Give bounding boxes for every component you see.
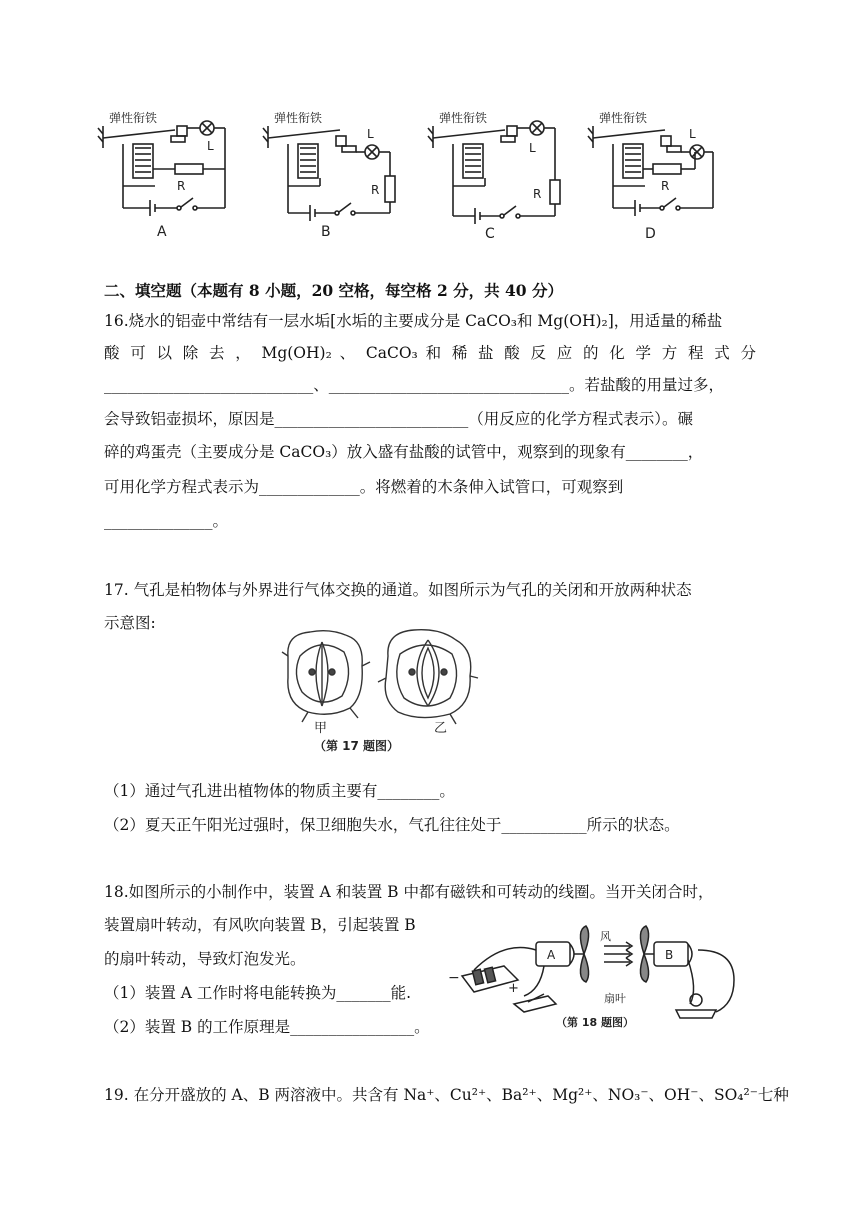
fan-caption: （第 18 题图）: [556, 1016, 634, 1029]
q16-line-6: 可用化学方程式表示为_____________。将燃着的木条伸入试管口，可观察到: [104, 478, 624, 496]
q16-line-4: 会导致铝壶损坏，原因是_________________________（用反应的化学方程式表示）。碾: [104, 410, 694, 428]
lamp-label-c: L: [529, 141, 536, 155]
resistor-label-c: R: [533, 187, 542, 201]
spring-label-d: 弹性衔铁: [599, 111, 648, 125]
fan-minus: −: [448, 970, 460, 986]
q17-sub-1: （1）通过气孔进出植物体的物质主要有________。: [104, 782, 455, 800]
resistor-label-a: R: [177, 179, 186, 193]
q16-line-3: ___________________________、_______________________________。若盐酸的用量过多，: [104, 376, 725, 394]
spring-label-c: 弹性衔铁: [439, 111, 488, 125]
q18-line-2: 装置扇叶转动，有风吹向装置 B，引起装置 B: [104, 916, 416, 934]
q17-line-1: 17. 气孔是柏物体与外界进行气体交换的通道。如图所示为气孔的关闭和开放两种状态: [104, 581, 692, 599]
q16-line-2: 酸 可 以 除 去 ， Mg(OH)₂ 、 CaCO₃ 和 稀 盐 酸 反 应 的 化 学 方 程 式 分: [104, 344, 756, 362]
fan-device-a: A: [547, 948, 556, 962]
option-label-c: C: [485, 226, 495, 242]
lamp-label-b: L: [367, 127, 374, 141]
fan-wind-label: 风: [600, 930, 611, 943]
fan-plus: +: [508, 981, 519, 996]
section-heading: 二、填空题（本题有 8 小题，20 空格，每空格 2 分，共 40 分）: [104, 281, 563, 300]
q16-line-1: 16.烧水的铝壶中常结有一层水垢[水垢的主要成分是 CaCO₃和 Mg(OH)₂]，用适量的稀盐: [104, 312, 723, 330]
stomata-label-left: 甲: [314, 721, 328, 736]
stomata-figure: [280, 626, 480, 756]
fan-blade-label: 扇叶: [604, 992, 626, 1005]
stomata-caption: （第 17 题图）: [314, 739, 400, 753]
circuit-b: [263, 126, 395, 221]
spring-label-a: 弹性衔铁: [109, 111, 158, 125]
spring-label-b: 弹性衔铁: [274, 111, 323, 125]
q16-line-7: ______________。: [104, 512, 229, 530]
q19-line-1: 19. 在分开盛放的 A、B 两溶液中。共含有 Na⁺、Cu²⁺、Ba²⁺、Mg²⁺、NO₃⁻、OH⁻、SO₄²⁻七种: [104, 1086, 789, 1104]
q18-line-3: 的扇叶转动，导致灯泡发光。: [104, 950, 306, 968]
circuit-a: [98, 121, 225, 216]
circuit-c: [428, 121, 560, 224]
q17-sub-2: （2）夏天正午阳光过强时，保卫细胞失水，气孔往往处于___________所示的状态。: [104, 816, 680, 834]
fan-figure: [444, 920, 744, 1032]
resistor-label-b: R: [371, 183, 380, 197]
lamp-label-a: L: [207, 139, 214, 153]
lamp-label-d: L: [689, 127, 696, 141]
q18-line-1: 18.如图所示的小制作中，装置 A 和装置 B 中都有磁铁和可转动的线圈。当开关闭合时，: [104, 883, 714, 901]
option-label-a: A: [157, 224, 167, 240]
option-label-d: D: [645, 226, 656, 242]
circuit-diagrams: [95, 108, 735, 243]
q17-line-2: 示意图:: [104, 614, 156, 632]
resistor-label-d: R: [661, 179, 670, 193]
option-label-b: B: [321, 224, 331, 240]
q18-sub-1: （1）装置 A 工作时将电能转换为_______能.: [104, 984, 412, 1002]
q16-line-5: 碎的鸡蛋壳（主要成分是 CaCO₃）放入盛有盐酸的试管中，观察到的现象有________，: [104, 443, 704, 461]
fan-device-b: B: [665, 948, 674, 962]
q18-sub-2: （2）装置 B 的工作原理是________________。: [104, 1018, 430, 1036]
stomata-label-right: 乙: [434, 721, 448, 736]
